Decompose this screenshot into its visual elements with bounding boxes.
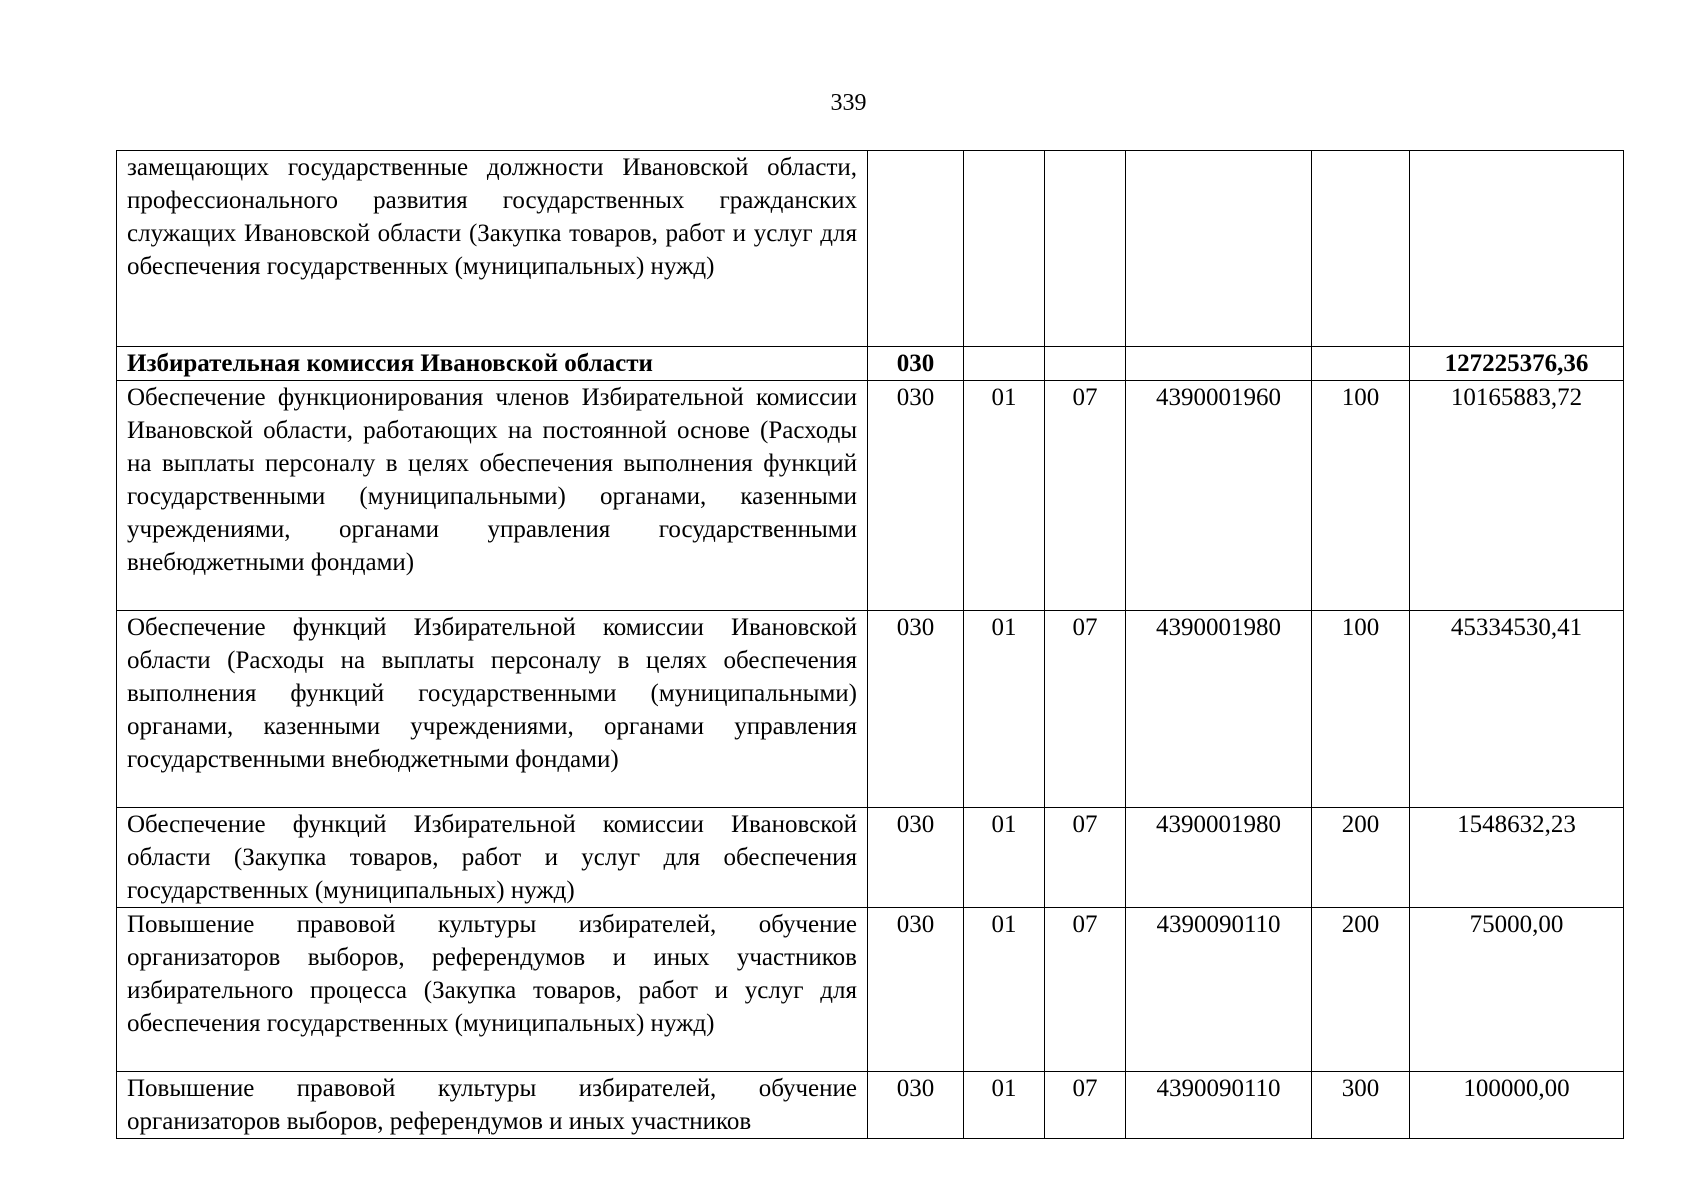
row-admin-code: 030 xyxy=(868,908,964,1072)
row-admin-code: 030 xyxy=(868,1072,964,1139)
row-subsection: 07 xyxy=(1045,611,1126,808)
row-expense-type: 300 xyxy=(1312,1072,1410,1139)
row-admin-code: 030 xyxy=(868,808,964,908)
row-target-article xyxy=(1126,347,1312,381)
row-expense-type xyxy=(1312,151,1410,347)
row-amount: 1548632,23 xyxy=(1410,808,1624,908)
row-expense-type: 100 xyxy=(1312,611,1410,808)
row-section: 01 xyxy=(964,808,1045,908)
row-description: Обеспечение функций Избирательной комиссии Ивановской области (Закупка товаров, работ и услуг для обеспечения государственных (муниципальных) нужд) xyxy=(117,808,868,908)
row-target-article: 4390090110 xyxy=(1126,908,1312,1072)
row-amount: 10165883,72 xyxy=(1410,381,1624,611)
page-number: 339 xyxy=(830,90,867,116)
row-amount: 75000,00 xyxy=(1410,908,1624,1072)
row-description: Обеспечение функций Избирательной комиссии Ивановской области (Расходы на выплаты персоналу в целях обеспечения выполнения функций государственными (муниципальными) органами, казенными учреждениями, органами управления государственными внебюджетными фондами) xyxy=(117,611,868,808)
table-row xyxy=(117,1072,1624,1139)
table-row xyxy=(117,808,1624,908)
row-section: 01 xyxy=(964,381,1045,611)
row-subsection: 07 xyxy=(1045,808,1126,908)
row-target-article: 4390001980 xyxy=(1126,808,1312,908)
row-target-article: 4390001960 xyxy=(1126,381,1312,611)
row-subsection xyxy=(1045,347,1126,381)
table-row xyxy=(117,611,1624,808)
row-description: замещающих государственные должности Ивановской области, профессионального развития государственных гражданских служащих Ивановской области (Закупка товаров, работ и услуг для обеспечения государственных (муниципальных) нужд) xyxy=(117,151,868,347)
row-description: Повышение правовой культуры избирателей, обучение организаторов выборов, референдумов и иных участников xyxy=(117,1072,868,1139)
row-expense-type: 200 xyxy=(1312,808,1410,908)
row-subsection: 07 xyxy=(1045,1072,1126,1139)
row-amount: 45334530,41 xyxy=(1410,611,1624,808)
table-row xyxy=(117,381,1624,611)
row-subsection xyxy=(1045,151,1126,347)
table-row-header-total xyxy=(117,347,1624,381)
row-description: Обеспечение функционирования членов Избирательной комиссии Ивановской области, работающих на постоянной основе (Расходы на выплаты персоналу в целях обеспечения выполнения функций государственными (муниципальными) органами, казенными учреждениями, органами управления государственными внебюджетными фондами) xyxy=(117,381,868,611)
row-amount: 127225376,36 xyxy=(1410,347,1624,381)
row-admin-code: 030 xyxy=(868,347,964,381)
row-amount xyxy=(1410,151,1624,347)
budget-table xyxy=(116,150,1624,1139)
row-section: 01 xyxy=(964,908,1045,1072)
row-target-article xyxy=(1126,151,1312,347)
row-subsection: 07 xyxy=(1045,381,1126,611)
table-row xyxy=(117,151,1624,347)
row-expense-type: 200 xyxy=(1312,908,1410,1072)
row-subsection: 07 xyxy=(1045,908,1126,1072)
row-expense-type xyxy=(1312,347,1410,381)
row-section: 01 xyxy=(964,611,1045,808)
row-admin-code: 030 xyxy=(868,611,964,808)
row-admin-code xyxy=(868,151,964,347)
row-description: Повышение правовой культуры избирателей, обучение организаторов выборов, референдумов и иных участников избирательного процесса (Закупка товаров, работ и услуг для обеспечения государственных (муниципальных) нужд) xyxy=(117,908,868,1072)
row-amount: 100000,00 xyxy=(1410,1072,1624,1139)
row-target-article: 4390001980 xyxy=(1126,611,1312,808)
row-description: Избирательная комиссия Ивановской области xyxy=(117,347,868,381)
row-expense-type: 100 xyxy=(1312,381,1410,611)
table-row xyxy=(117,908,1624,1072)
row-target-article: 4390090110 xyxy=(1126,1072,1312,1139)
row-section xyxy=(964,151,1045,347)
row-section: 01 xyxy=(964,1072,1045,1139)
row-section xyxy=(964,347,1045,381)
row-admin-code: 030 xyxy=(868,381,964,611)
